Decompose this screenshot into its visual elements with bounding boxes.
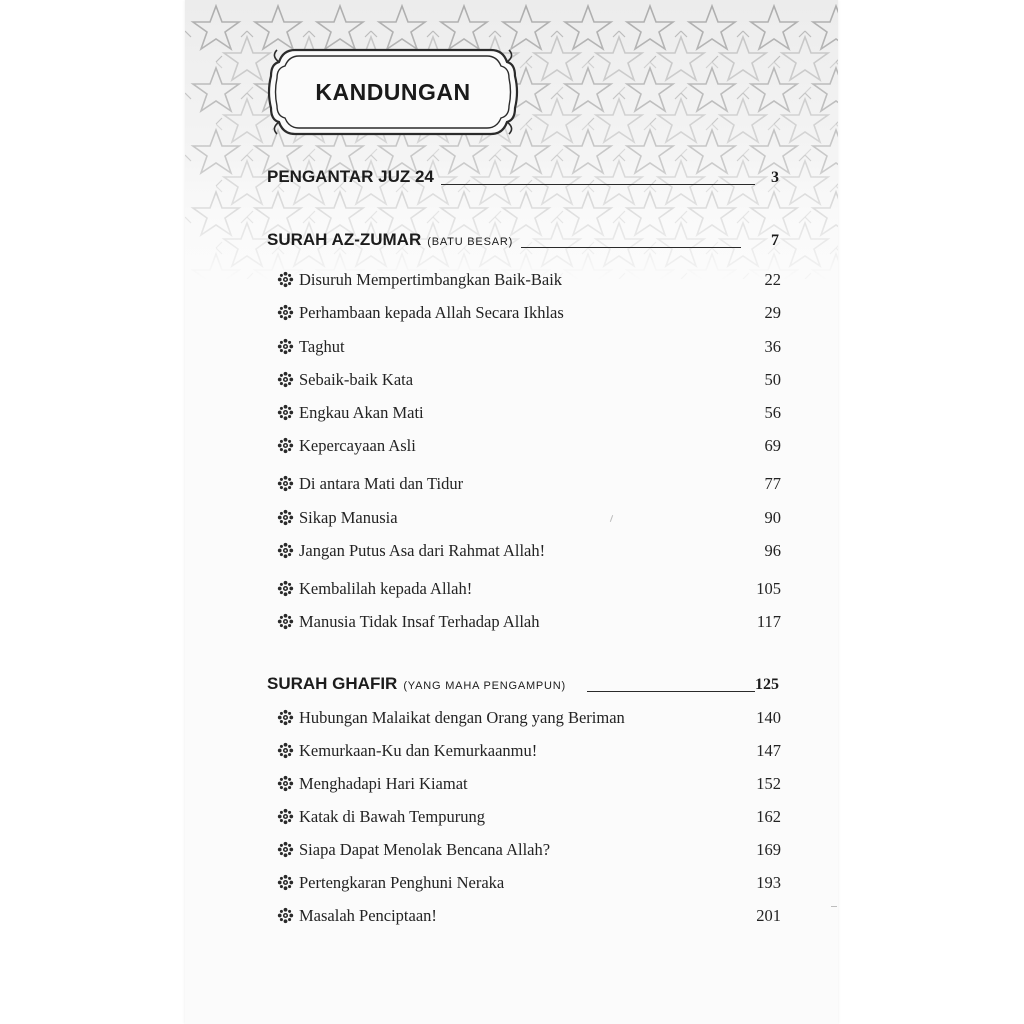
entry-page: 117 <box>756 612 781 631</box>
toc-entry <box>277 368 781 392</box>
entry-page: 152 <box>756 774 781 793</box>
toc-entry <box>277 706 781 730</box>
ornament-flower-icon <box>277 437 294 454</box>
toc-entry <box>277 610 781 634</box>
entry-page: 36 <box>764 337 781 356</box>
ornament-flower-icon <box>277 907 294 924</box>
ornament-flower-icon <box>277 371 294 388</box>
entry-title: Di antara Mati dan Tidur <box>299 474 464 493</box>
entry-title: Masalah Penciptaan! <box>299 906 437 925</box>
entry-title: Kembalilah kepada Allah! <box>299 579 473 598</box>
entry-title: Jangan Putus Asa dari Rahmat Allah! <box>299 541 546 560</box>
ornament-flower-icon <box>277 841 294 858</box>
toc-entry <box>277 805 781 829</box>
toc-entry <box>277 772 781 796</box>
toc-entry <box>277 871 781 895</box>
entry-page: 147 <box>756 741 781 760</box>
toc-entry <box>277 577 781 601</box>
entry-page: 69 <box>764 436 781 455</box>
entry-page: 22 <box>764 270 781 289</box>
entry-title: Kemurkaan-Ku dan Kemurkaanmu! <box>299 741 538 760</box>
ornament-flower-icon <box>277 475 294 492</box>
toc-entry <box>277 539 781 563</box>
section-title: SURAH AZ-ZUMAR (BATU BESAR) <box>267 230 514 249</box>
toc-entry <box>277 434 781 458</box>
toc-entry <box>277 335 781 359</box>
paper-speck <box>831 906 837 907</box>
ornament-flower-icon <box>277 742 294 759</box>
section-page: 125 <box>755 676 779 693</box>
entry-page: 162 <box>756 807 781 826</box>
entry-title: Sikap Manusia <box>299 508 398 527</box>
book-page <box>185 0 838 1024</box>
entry-page: 169 <box>756 840 781 859</box>
ornament-flower-icon <box>277 271 294 288</box>
page-title: KANDUNGAN <box>315 78 471 105</box>
ornament-flower-icon <box>277 580 294 597</box>
toc-entry <box>277 904 781 928</box>
entry-title: Menghadapi Hari Kiamat <box>299 774 468 793</box>
entry-page: 96 <box>764 541 781 560</box>
ornament-flower-icon <box>277 404 294 421</box>
entry-page: 29 <box>764 303 781 322</box>
ornament-flower-icon <box>277 509 294 526</box>
entry-title: Kepercayaan Asli <box>299 436 416 455</box>
toc-entry <box>277 268 781 292</box>
entry-title: Sebaik-baik Kata <box>299 370 414 389</box>
toc-entry <box>277 472 781 496</box>
toc-entry <box>277 301 781 325</box>
entry-title: Taghut <box>299 337 345 356</box>
entry-page: 77 <box>764 474 781 493</box>
ornament-flower-icon <box>277 709 294 726</box>
entry-page: 105 <box>756 579 781 598</box>
section-heading <box>267 230 779 254</box>
entry-page: 56 <box>764 403 781 422</box>
entry-page: 50 <box>764 370 781 389</box>
ornament-flower-icon <box>277 304 294 321</box>
entry-title: Perhambaan kepada Allah Secara Ikhlas <box>299 303 564 322</box>
entry-title: Katak di Bawah Tempurung <box>299 807 485 826</box>
toc-entry <box>277 506 781 530</box>
section-heading <box>267 674 779 698</box>
ornament-flower-icon <box>277 613 294 630</box>
ornament-flower-icon <box>277 338 294 355</box>
ornament-flower-icon <box>277 874 294 891</box>
toc-entry <box>277 838 781 862</box>
leader-line <box>521 247 741 248</box>
toc-entry <box>277 401 781 425</box>
toc-entry <box>277 739 781 763</box>
intro-label: PENGANTAR JUZ 24 <box>267 167 434 186</box>
entry-title: Siapa Dapat Menolak Bencana Allah? <box>299 840 551 859</box>
ornament-flower-icon <box>277 542 294 559</box>
entry-title: Hubungan Malaikat dengan Orang yang Beriman <box>299 708 625 727</box>
leader-line <box>441 184 755 185</box>
entry-title: Manusia Tidak Insaf Terhadap Allah <box>299 612 540 631</box>
entry-title: Pertengkaran Penghuni Neraka <box>299 873 505 892</box>
ornament-flower-icon <box>277 775 294 792</box>
entry-page: 193 <box>756 873 781 892</box>
section-title: SURAH GHAFIR (YANG MAHA PENGAMPUN) <box>267 674 567 693</box>
entry-title: Engkau Akan Mati <box>299 403 424 422</box>
entry-page: 90 <box>764 508 781 527</box>
entry-page: 201 <box>756 906 781 925</box>
toc-intro-row <box>267 167 779 191</box>
section-page: 7 <box>771 232 779 249</box>
entry-title: Disuruh Mempertimbangkan Baik-Baik <box>299 270 563 289</box>
entry-page: 140 <box>756 708 781 727</box>
ornament-flower-icon <box>277 808 294 825</box>
intro-page: 3 <box>771 169 779 186</box>
leader-line <box>587 691 755 692</box>
